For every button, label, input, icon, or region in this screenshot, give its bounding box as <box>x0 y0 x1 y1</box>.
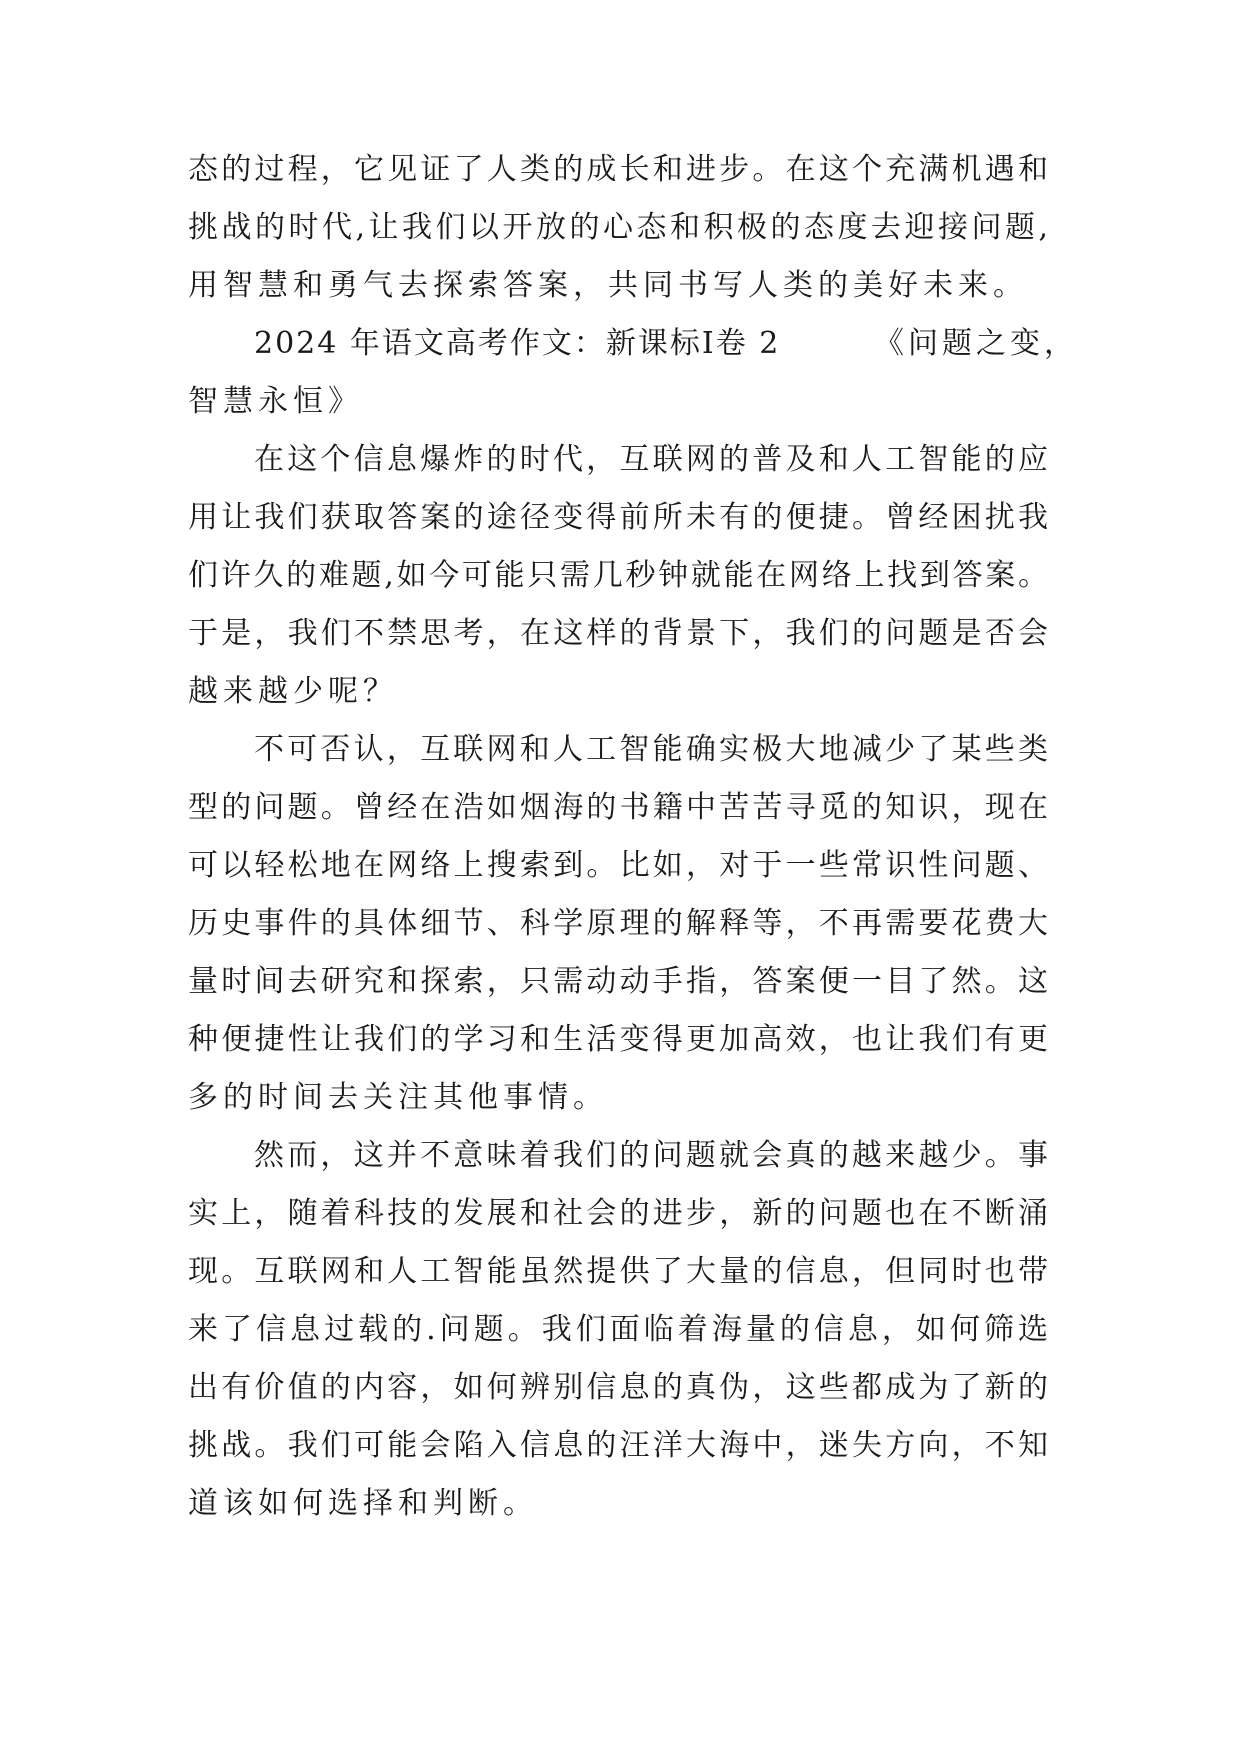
paragraph-line: 在这个信息爆炸的时代，互联网的普及和人工智能的应 <box>254 442 1048 477</box>
paragraph-line: 现。互联网和人工智能虽然提供了大量的信息，但同时也带 <box>188 1254 1048 1289</box>
essay-title-end: 智慧永恒》 <box>188 384 363 419</box>
essay-heading-label: 2024 年语文高考作文：新课标Ⅰ卷 2 <box>254 326 781 361</box>
essay-heading <box>254 324 1078 364</box>
paragraph-line: 越来越少呢？ <box>188 674 398 709</box>
paragraph-line: 用让我们获取答案的途径变得前所未有的便捷。曾经困扰我 <box>188 500 1048 535</box>
paragraph-line: 道该如何选择和判断。 <box>188 1486 538 1521</box>
paragraph-line: 于是，我们不禁思考，在这样的背景下，我们的问题是否会 <box>188 616 1048 651</box>
paragraph-line: 历史事件的具体细节、科学原理的解释等，不再需要花费大 <box>188 906 1048 941</box>
paragraph-line: 型的问题。曾经在浩如烟海的书籍中苦苦寻觅的知识，现在 <box>188 790 1048 825</box>
paragraph-line: 可以轻松地在网络上搜索到。比如，对于一些常识性问题、 <box>188 848 1048 883</box>
paragraph-line: 出有价值的内容，如何辨别信息的真伪，这些都成为了新的 <box>188 1370 1048 1405</box>
paragraph-line: 然而，这并不意味着我们的问题就会真的越来越少。事 <box>254 1138 1048 1173</box>
paragraph-line: 量时间去研究和探索，只需动动手指，答案便一目了然。这 <box>188 964 1048 999</box>
paragraph-line: 用智慧和勇气去探索答案，共同书写人类的美好未来。 <box>188 268 1028 303</box>
paragraph-line: 不可否认，互联网和人工智能确实极大地减少了某些类 <box>254 732 1048 767</box>
paragraph-line: 态的过程，它见证了人类的成长和进步。在这个充满机遇和 <box>188 152 1048 187</box>
paragraph-line: 种便捷性让我们的学习和生活变得更加高效，也让我们有更 <box>188 1022 1048 1057</box>
paragraph-line: 们许久的难题,如今可能只需几秒钟就能在网络上找到答案。 <box>188 558 1048 593</box>
paragraph-line: 挑战。我们可能会陷入信息的汪洋大海中，迷失方向，不知 <box>188 1428 1048 1463</box>
paragraph-line: 挑战的时代,让我们以开放的心态和积极的态度去迎接问题, <box>188 210 1048 245</box>
essay-title-start: 《问题之变， <box>874 326 1078 361</box>
paragraph-line: 多的时间去关注其他事情。 <box>188 1080 608 1115</box>
paragraph-line: 实上，随着科技的发展和社会的进步，新的问题也在不断涌 <box>188 1196 1048 1231</box>
paragraph-line: 来了信息过载的.问题。我们面临着海量的信息，如何筛选 <box>188 1312 1048 1347</box>
